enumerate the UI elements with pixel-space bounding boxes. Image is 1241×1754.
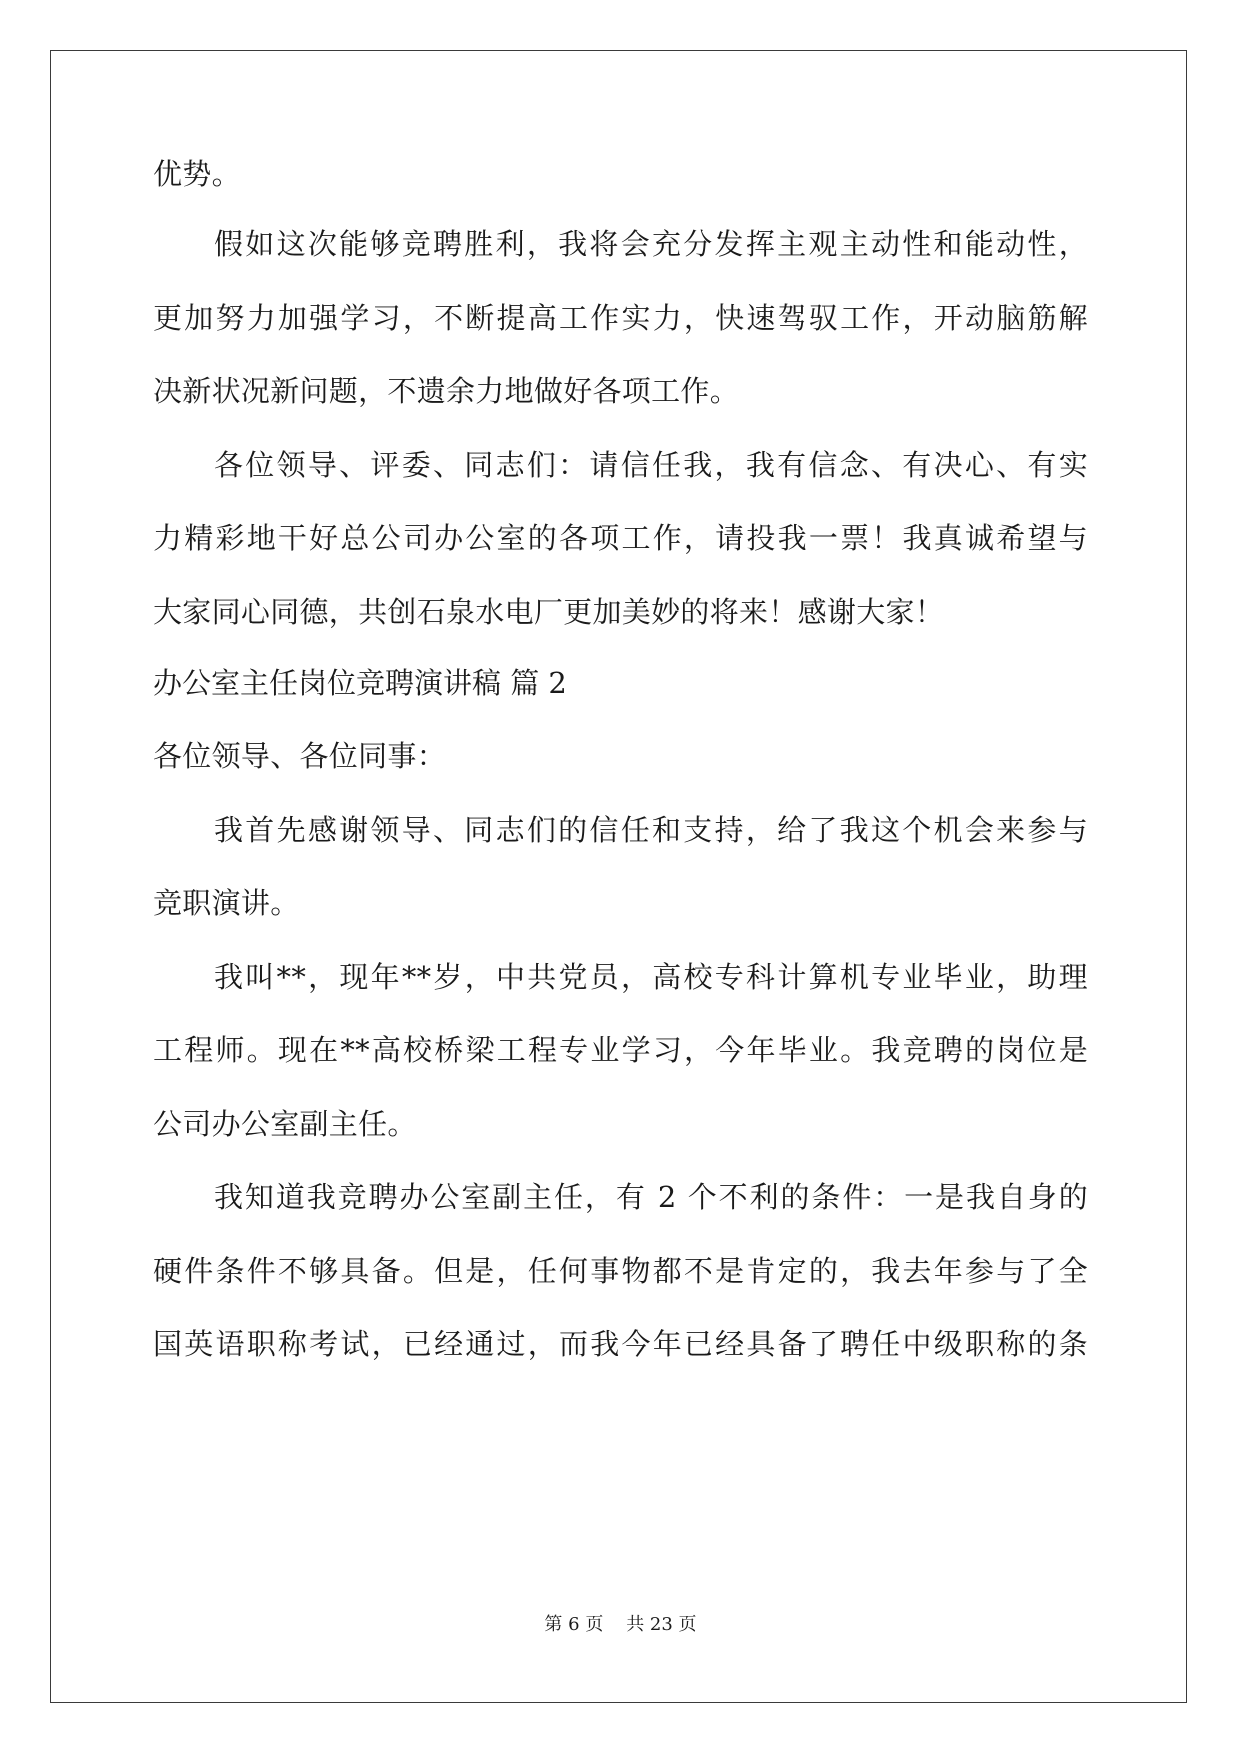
text-line: 国英语职称考试，已经通过，而我今年已经具备了聘任中级职称的条 bbox=[153, 1327, 1088, 1361]
text-line: 更加努力加强学习，不断提高工作实力，快速驾驭工作，开动脑筋解 bbox=[153, 301, 1088, 335]
text-line: 各位领导、评委、同志们：请信任我，我有信念、有决心、有实 bbox=[214, 448, 1088, 482]
salutation: 各位领导、各位同事： bbox=[153, 739, 447, 773]
page-border bbox=[50, 50, 1187, 1703]
text-line: 公司办公室副主任。 bbox=[153, 1107, 417, 1141]
section-heading: 办公室主任岗位竞聘演讲稿 篇 2 bbox=[153, 666, 567, 700]
text-line: 大家同心同德，共创石泉水电厂更加美妙的将来！感谢大家！ bbox=[153, 595, 945, 629]
text-line: 优势。 bbox=[153, 157, 241, 191]
text-line: 我首先感谢领导、同志们的信任和支持，给了我这个机会来参与 bbox=[214, 813, 1088, 847]
text-line: 硬件条件不够具备。但是，任何事物都不是肯定的，我去年参与了全 bbox=[153, 1254, 1088, 1288]
text-line: 竞职演讲。 bbox=[153, 886, 300, 920]
text-line: 工程师。现在**高校桥梁工程专业学习，今年毕业。我竞聘的岗位是 bbox=[153, 1033, 1088, 1067]
text-line: 决新状况新问题，不遗余力地做好各项工作。 bbox=[153, 374, 740, 408]
page-footer: 第 6 页 共 23 页 bbox=[544, 1614, 697, 1635]
text-line: 我知道我竞聘办公室副主任，有 2 个不利的条件：一是我自身的 bbox=[214, 1180, 1088, 1214]
text-line: 力精彩地干好总公司办公室的各项工作，请投我一票！我真诚希望与 bbox=[153, 521, 1088, 555]
text-line: 我叫**，现年**岁，中共党员，高校专科计算机专业毕业，助理 bbox=[214, 960, 1088, 994]
text-line: 假如这次能够竞聘胜利，我将会充分发挥主观主动性和能动性， bbox=[214, 227, 1088, 261]
